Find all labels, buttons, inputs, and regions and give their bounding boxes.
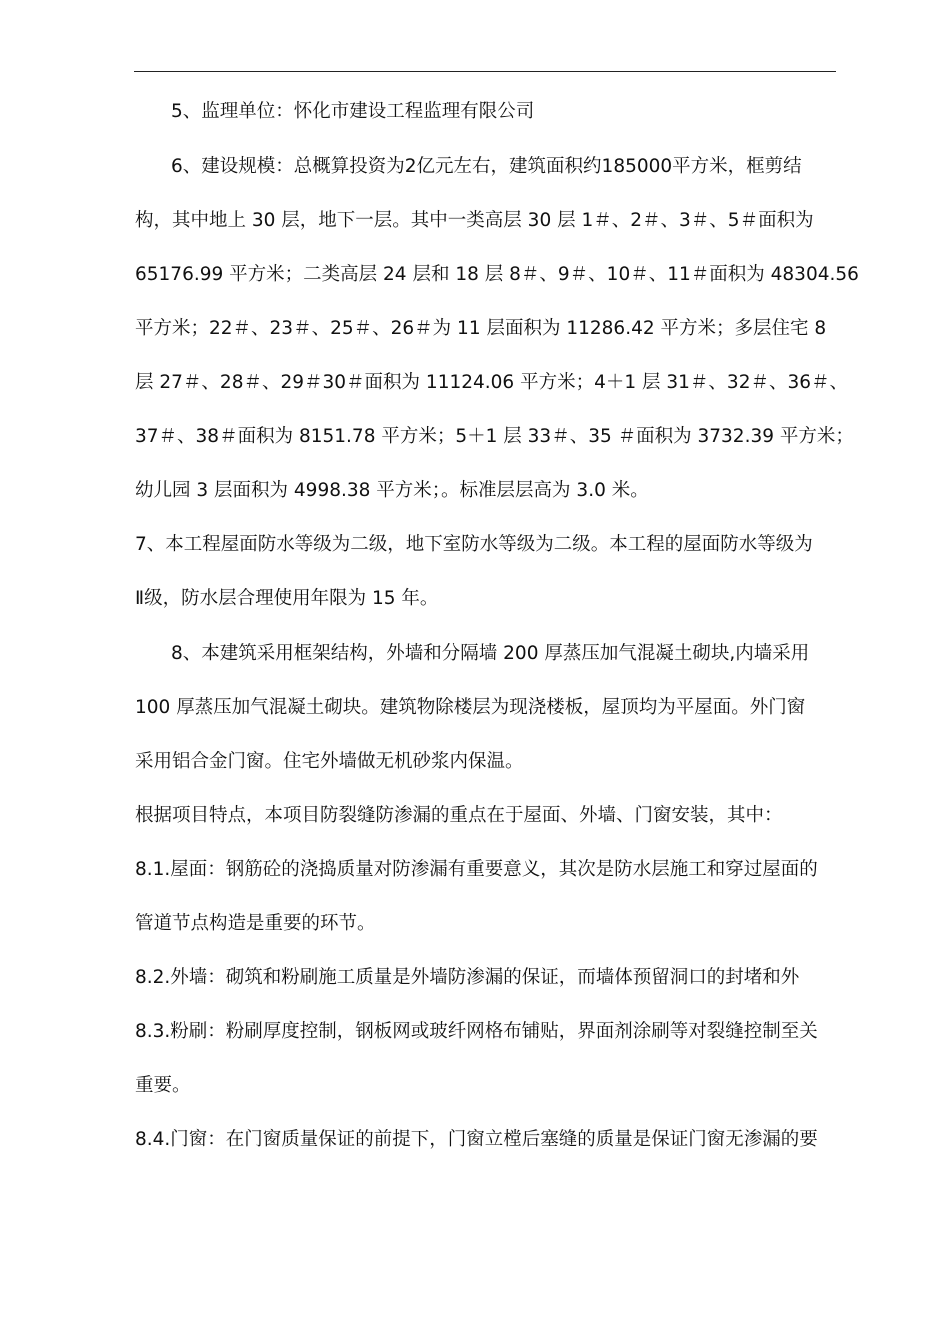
paragraph-line: 37＃、38＃面积为 8151.78 平方米；5＋1 层 33＃、35 ＃面积为 3732.39 平方米； — [135, 426, 854, 447]
paragraph-line: 8、本建筑采用框架结构，外墙和分隔墙 200 厚蒸压加气混凝土砌块,内墙采用 — [171, 643, 810, 664]
paragraph-line: 重要。 — [135, 1075, 191, 1096]
paragraph-line: 幼儿园 3 层面积为 4998.38 平方米；。标准层层高为 3.0 米。 — [135, 480, 649, 501]
paragraph-line: 构，其中地上 30 层，地下一层。其中一类高层 30 层 1＃、2＃、3＃、5＃面积为 — [135, 210, 814, 231]
paragraph-line: 8.1.屋面：钢筋砼的浇捣质量对防渗漏有重要意义，其次是防水层施工和穿过屋面的 — [135, 859, 818, 880]
paragraph-line: 层 27＃、28＃、29＃30＃面积为 11124.06 平方米；4＋1 层 31＃、32＃、36＃、 — [135, 372, 849, 393]
paragraph-line: 8.3.粉刷：粉刷厚度控制，钢板网或玻纤网格布铺贴，界面剂涂刷等对裂缝控制至关 — [135, 1021, 818, 1042]
paragraph-line: 平方米；22＃、23＃、25＃、26＃为 11 层面积为 11286.42 平方米；多层住宅 8 — [135, 318, 827, 339]
paragraph-line: 6、建设规模：总概算投资为2亿元左右，建筑面积约185000平方米，框剪结 — [171, 156, 802, 177]
paragraph-line: 管道节点构造是重要的环节。 — [135, 913, 376, 934]
paragraph-line: 7、本工程屋面防水等级为二级，地下室防水等级为二级。本工程的屋面防水等级为 — [135, 534, 813, 555]
paragraph-line: Ⅱ级，防水层合理使用年限为 15 年。 — [135, 588, 439, 609]
paragraph-line: 100 厚蒸压加气混凝土砌块。建筑物除楼层为现浇楼板，屋顶均为平屋面。外门窗 — [135, 697, 806, 718]
paragraph-line: 65176.99 平方米；二类高层 24 层和 18 层 8＃、9＃、10＃、11＃面积为 48304.56 — [135, 264, 859, 285]
paragraph-line: 采用铝合金门窗。住宅外墙做无机砂浆内保温。 — [135, 751, 524, 772]
header-rule — [134, 71, 836, 72]
paragraph-line: 5、监理单位：怀化市建设工程监理有限公司 — [171, 101, 535, 122]
paragraph-line: 8.2.外墙：砌筑和粉刷施工质量是外墙防渗漏的保证，而墙体预留洞口的封堵和外 — [135, 967, 800, 988]
paragraph-line: 8.4.门窗：在门窗质量保证的前提下，门窗立樘后塞缝的质量是保证门窗无渗漏的要 — [135, 1129, 818, 1150]
paragraph-line: 根据项目特点，本项目防裂缝防渗漏的重点在于屋面、外墙、门窗安装，其中： — [135, 805, 783, 826]
